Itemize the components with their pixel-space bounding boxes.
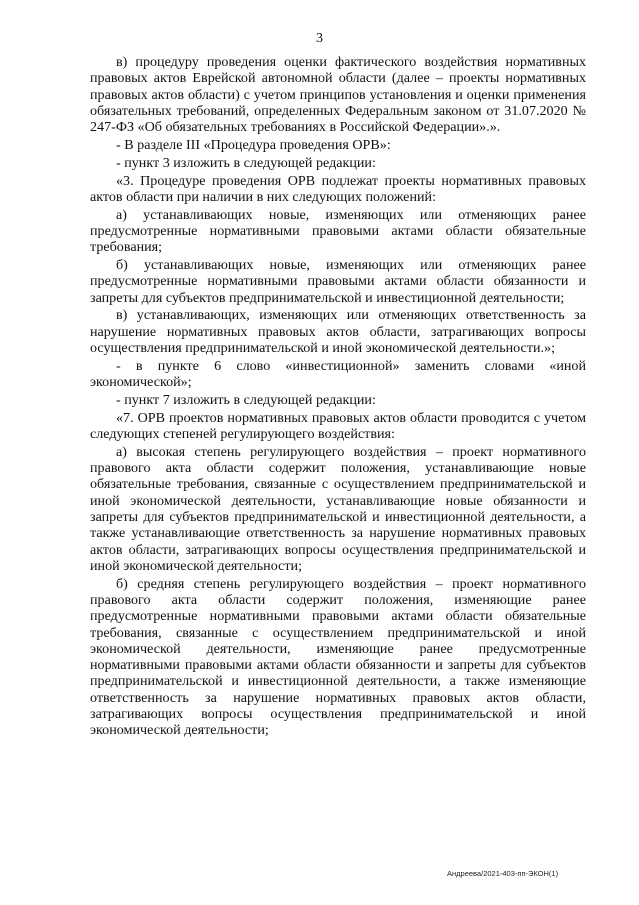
paragraph-point-3-a: а) устанавливающих новые, изменяющих или отменяющих ранее предусмотренные нормативными правовыми актами области обязательные требования; bbox=[90, 206, 586, 256]
paragraph-point-7-a: а) высокая степень регулирующего воздействия – проект нормативного правового акта области содержит положения, устанавливающие новые обязательные требования, связанные с осуществлением предпринимательской и иной экономической деятельности, устанавливающие новые обязанности и запреты для субъектов предпринимательской и инвестиционной деятельности, а также устанавливающие ответственность за нарушение нормативных правовых актов области, затрагивающих вопросы осуществления предпринимательской и иной экономической деятельности; bbox=[90, 443, 586, 574]
footer-document-code: Андреева/2021-403-пп-ЭКОН(1) bbox=[447, 869, 559, 878]
page-number: 3 bbox=[316, 31, 323, 46]
paragraph-point-7-intro: - пункт 7 изложить в следующей редакции: bbox=[116, 391, 376, 408]
paragraph-procedure-v: в) процедуру проведения оценки фактического воздействия нормативных правовых актов Еврейской автономной области (далее – проекты нормативных правовых актов области) с учетом принципов установления и оценки применения обязательных требований, определенных Федеральным законом от 31.07.2020 № 247-ФЗ «Об обязательных требованиях в Российской Федерации».». bbox=[90, 54, 586, 136]
document-body bbox=[90, 54, 586, 740]
paragraph-point-3-b: б) устанавливающих новые, изменяющих или отменяющих ранее предусмотренные нормативными правовыми актами области обязанности и запреты для субъектов предпринимательской и инвестиционной деятельности; bbox=[90, 257, 586, 306]
paragraph-point-3-intro: - пункт 3 изложить в следующей редакции: bbox=[116, 154, 376, 171]
paragraph-point-3-v: в) устанавливающих, изменяющих или отменяющих ответственность за нарушение нормативных правовых актов области, затрагивающих вопросы осуществления предпринимательской и иной экономической деятельности.»; bbox=[90, 307, 586, 357]
paragraph-point-7: «7. ОРВ проектов нормативных правовых актов области проводится с учетом следующих степеней регулирующего воздействия: bbox=[90, 409, 586, 443]
paragraph-point-6: - в пункте 6 слово «инвестиционной» заменить словами «иной экономической»; bbox=[90, 357, 586, 391]
paragraph-point-7-b: б) средняя степень регулирующего воздействия – проект нормативного правового акта области содержит положения, изменяющие ранее предусмотренные нормативными правовыми актами области обязательные требования, связанные с осуществлением предпринимательской и иной экономической деятельности, изменяющие ранее предусмотренные нормативными правовыми актами области обязанности и запреты для субъектов предпринимательской и инвестиционной деятельности, а также изменяющие ответственность за нарушение нормативных правовых актов области, затрагивающих вопросы осуществления предпринимательской и иной экономической деятельности; bbox=[90, 575, 586, 739]
paragraph-point-3: «3. Процедуре проведения ОРВ подлежат проекты нормативных правовых актов области при наличии в них следующих положений: bbox=[90, 172, 586, 205]
paragraph-section-iii: - В разделе III «Процедура проведения ОРВ»: bbox=[116, 136, 391, 153]
